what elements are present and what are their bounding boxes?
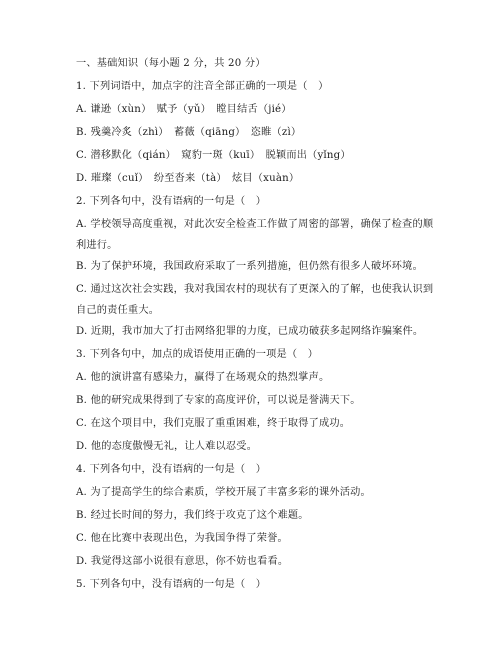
question-3-option-b: B. 他的研究成果得到了专家的高度评价，可以说是誉满天下。 xyxy=(76,395,361,406)
question-3-option-d: D. 他的态度傲慢无礼，让人难以忍受。 xyxy=(76,441,258,452)
question-1-stem: 1. 下列词语中，加点字的注音全部正确的一项是（ ） xyxy=(76,81,329,92)
question-2-option-d: D. 近期，我市加大了打击网络犯罪的力度，已成功破获多起网络诈骗案件。 xyxy=(76,326,424,337)
question-3-stem: 3. 下列各句中，加点的成语使用正确的一项是（ ） xyxy=(76,349,319,360)
question-1-option-d: D. 璀璨（cuǐ） 纷至沓来（tà） 炫目（xuàn） xyxy=(76,173,300,184)
question-5-stem: 5. 下列各句中，没有语病的一句是（ ） xyxy=(76,579,267,590)
question-3-option-a: A. 他的演讲富有感染力，赢得了在场观众的热烈掌声。 xyxy=(76,372,330,383)
question-4-stem: 4. 下列各句中，没有语病的一句是（ ） xyxy=(76,464,267,475)
question-1-option-b: B. 残羹冷炙（zhì） 蓄薇（qiāng） 恣睢（zì） xyxy=(76,127,302,138)
question-4-option-c: C. 他在比赛中表现出色，为我国争得了荣誉。 xyxy=(76,533,288,544)
question-4-option-b: B. 经过长时间的努力，我们终于攻克了这个难题。 xyxy=(76,510,309,521)
question-2-option-a: A. 学校领导高度重视，对此次安全检查工作做了周密的部署，确保了检查的顺利进行。 xyxy=(76,219,434,251)
question-2-option-c: C. 通过这次社会实践，我对我国农村的现状有了更深入的了解，也使我认识到自己的责任重大。 xyxy=(76,284,434,316)
section-title: 一、基础知识（每小题 2 分，共 20 分） xyxy=(76,58,266,69)
question-2-stem: 2. 下列各句中，没有语病的一句是（ ） xyxy=(76,196,267,207)
question-3-option-c: C. 在这个项目中，我们克服了重重困难，终于取得了成功。 xyxy=(76,418,351,429)
question-1-option-c: C. 潜移默化（qián） 窥豹一斑（kuī） 脱颖而出（yǐng） xyxy=(76,150,351,161)
question-1-option-a: A. 谦逊（xùn） 赋予（yǔ） 瞠目结舌（jié） xyxy=(76,104,292,115)
question-2-option-b: B. 为了保护环境，我国政府采取了一系列措施，但仍然有很多人破坏环境。 xyxy=(76,261,423,272)
question-4-option-d: D. 我觉得这部小说很有意思，你不妨也看看。 xyxy=(76,556,289,567)
question-4-option-a: A. 为了提高学生的综合素质，学校开展了丰富多彩的课外活动。 xyxy=(76,487,371,498)
